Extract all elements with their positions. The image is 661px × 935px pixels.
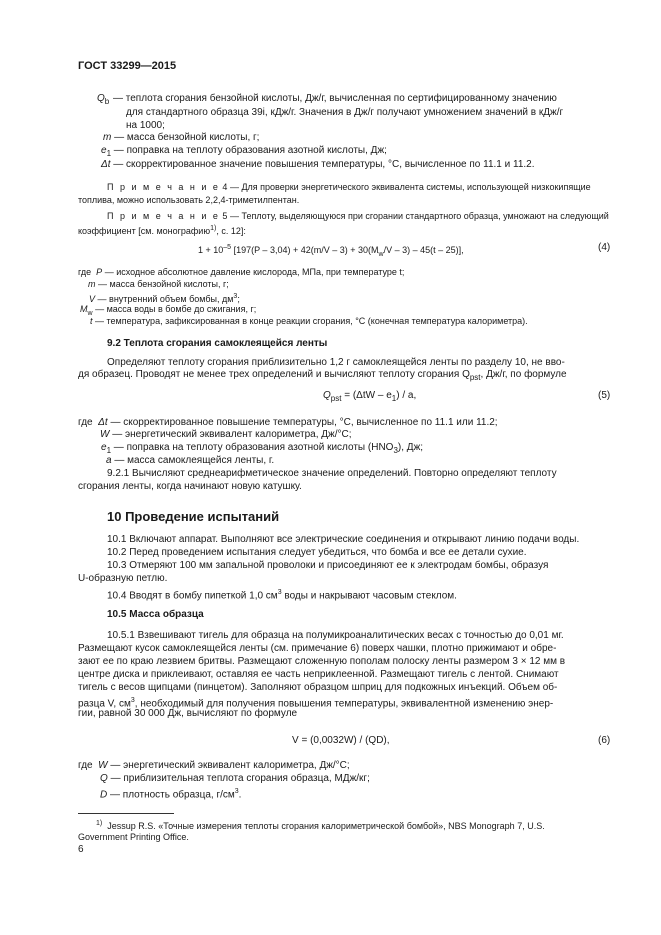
def-p-v: V — внутренний объем бомбы, $дм^3$; (89, 293, 240, 304)
section-10-5-line5: тигель с весов щипцами (пинцетом). Заполняют образцом шприц для подкожных инъекций. Объем об- (78, 682, 558, 693)
section-10-1: 10.1 Включают аппарат. Выполняют все электрические соединения и открывают линию подачи воды. (107, 534, 580, 545)
def5-a: a — масса самоклеящейся ленты, г. (106, 455, 275, 466)
def5-e1: $e_1$ — поправка на теплоту образования азотной кислоты $(HNO_3)$, Дж; (101, 442, 424, 455)
note-4-line2: топлива, можно использовать 2,2,4-триметилпентан. (78, 195, 300, 205)
section-10-5-heading: 10.5 Масса образца (107, 609, 204, 620)
def5-delta-t: где Δt — скорректированное повышение температуры, °С, вычисленное по 11.1 или 11.2; (78, 417, 498, 428)
section-10-3-line2: U-образную петлю. (78, 573, 168, 584)
def-m: m — масса бензойной кислоты, г; (103, 132, 260, 143)
section-10-heading: 10 Проведение испытаний (107, 509, 280, 524)
section-10-5-line6: разца V, $см^3$, необходимый для получения повышения температуры, эквивалентной изменению энер- (78, 697, 554, 710)
note-5-line1: П р и м е ч а н и е 5 — Теплоту, выделяющуюся при сгорании стандартного образца, умножают на следующий (107, 211, 609, 221)
note-5-line2: коэффициент [см. монографию$^{1)}$, с. 12]: (78, 225, 246, 236)
section-9-2-p1-line2: дя образец. Проводят не менее трех определений и вычисляют теплоту сгорания $Q_{pst}$, Дж/г, по формуле (78, 369, 567, 382)
section-10-4: 10.4 Вводят в бомбу пипеткой 1,0 $см^3$ воды и накрывают часовым стеклом. (107, 589, 457, 602)
formula-6-number: (6) (598, 735, 611, 746)
section-9-2-1-line1: 9.2.1 Вычисляют среднеарифметическое значение определений. Повторно определяют теплоту (107, 468, 557, 479)
def-p: где P — исходное абсолютное давление кислорода, МПа, при температуре t; (78, 267, 405, 277)
def-p-m: m — масса бензойной кислоты, г; (88, 279, 229, 289)
formula-6: V = (0,0032W) / (QD), (292, 735, 390, 746)
document-header: ГОСТ 33299—2015 (78, 60, 177, 72)
section-10-5-line7: гии, равной 30 000 Дж, вычисляют по формуле (78, 708, 298, 719)
section-10-3-line1: 10.3 Отмеряют 100 мм запальной проволоки и присоединяют ее к электродам бомбы, образуя (107, 560, 549, 571)
note-4-line1: П р и м е ч а н и е 4 — Для проверки энергетического эквивалента системы, использующей низкокипящие (107, 182, 591, 192)
def6-q: Q — приблизительная теплота сгорания образца, МДж/кг; (100, 773, 370, 784)
def-p-mw: $M_w$ — масса воды в бомбе до сжигания, г; (80, 304, 257, 317)
def-p-t: t — температура, зафиксированная в конце реакции сгорания, °С (конечная температура калориметра). (90, 316, 528, 326)
def-qb-line1: — теплота сгорания бензойной кислоты, Дж/г, вычисленная по сертифицированному значению (113, 93, 557, 104)
page-number: 6 (78, 844, 84, 855)
section-10-5-line2: Размещают кусок самоклеящейся ленты (см. примечание 6) поверх чашки, плотно прижимают и обре- (78, 643, 557, 654)
def6-d: D — плотность образца, $г/см^3$. (100, 788, 242, 801)
def-delta-t: Δt — скорректированное значение повышения температуры, °С, вычисленное по 11.1 и 11.2. (101, 159, 535, 170)
section-9-2-p1-line1: Определяют теплоту сгорания приблизительно 1,2 г самоклеящейся ленты по разделу 10, не вво- (107, 357, 565, 368)
formula-4: $1 + 10^{-5}$ $[197(P - 3,04) + 42(m/V - 3) + 30(M_w/V - 3) - 45(t - 25)]$, (198, 244, 464, 258)
section-10-5-line1: 10.5.1 Взвешивают тигель для образца на полумикроаналитических весах с точностью до 0,01 мг. (107, 630, 564, 641)
formula-4-number: (4) (598, 242, 611, 253)
def5-w: W — энергетический эквивалент калориметра, Дж/°С; (100, 429, 352, 440)
section-10-5-line4: центре диска и приклеивают, оставляя ее часть неприклеенной. Размещают тигель с лентой. Снимают (78, 669, 559, 680)
def-qb-symbol: $Q_b$ (97, 93, 110, 106)
def-qb-line3: на 1000; (126, 120, 165, 131)
section-10-5-line3: зают ее по краю лезвием бритвы. Размещают сложенную пополам полоску ленты размером 3 × 12 мм в (78, 656, 566, 667)
footnote-rule (78, 813, 174, 814)
def-qb-line2: для стандартного образца 39i, кДж/г. Значения в Дж/г получают умножением значений в кДж/г (126, 107, 564, 118)
footnote-line1: $^{1)}$ Jessup R.S. «Точные измерения теплоты сгорания калориметрической бомбой», NBS Monograph 7, U.S. (96, 820, 545, 831)
def-e1: $e_1$ — поправка на теплоту образования азотной кислоты, Дж; (101, 145, 387, 158)
section-9-2-heading: 9.2 Теплота сгорания самоклеящейся ленты (107, 338, 328, 349)
section-9-2-1-line2: сгорания ленты, когда начинают новую катушку. (78, 481, 302, 492)
formula-5: $Q_{pst} = (\Delta tW - e_1) / a$, (323, 390, 417, 403)
footnote-line2: Government Printing Office. (78, 832, 189, 842)
def6-w: где W — энергетический эквивалент калориметра, Дж/°С; (78, 760, 350, 771)
section-10-2: 10.2 Перед проведением испытания следует убедиться, что бомба и все ее детали сухие. (107, 547, 527, 558)
formula-5-number: (5) (598, 390, 611, 401)
